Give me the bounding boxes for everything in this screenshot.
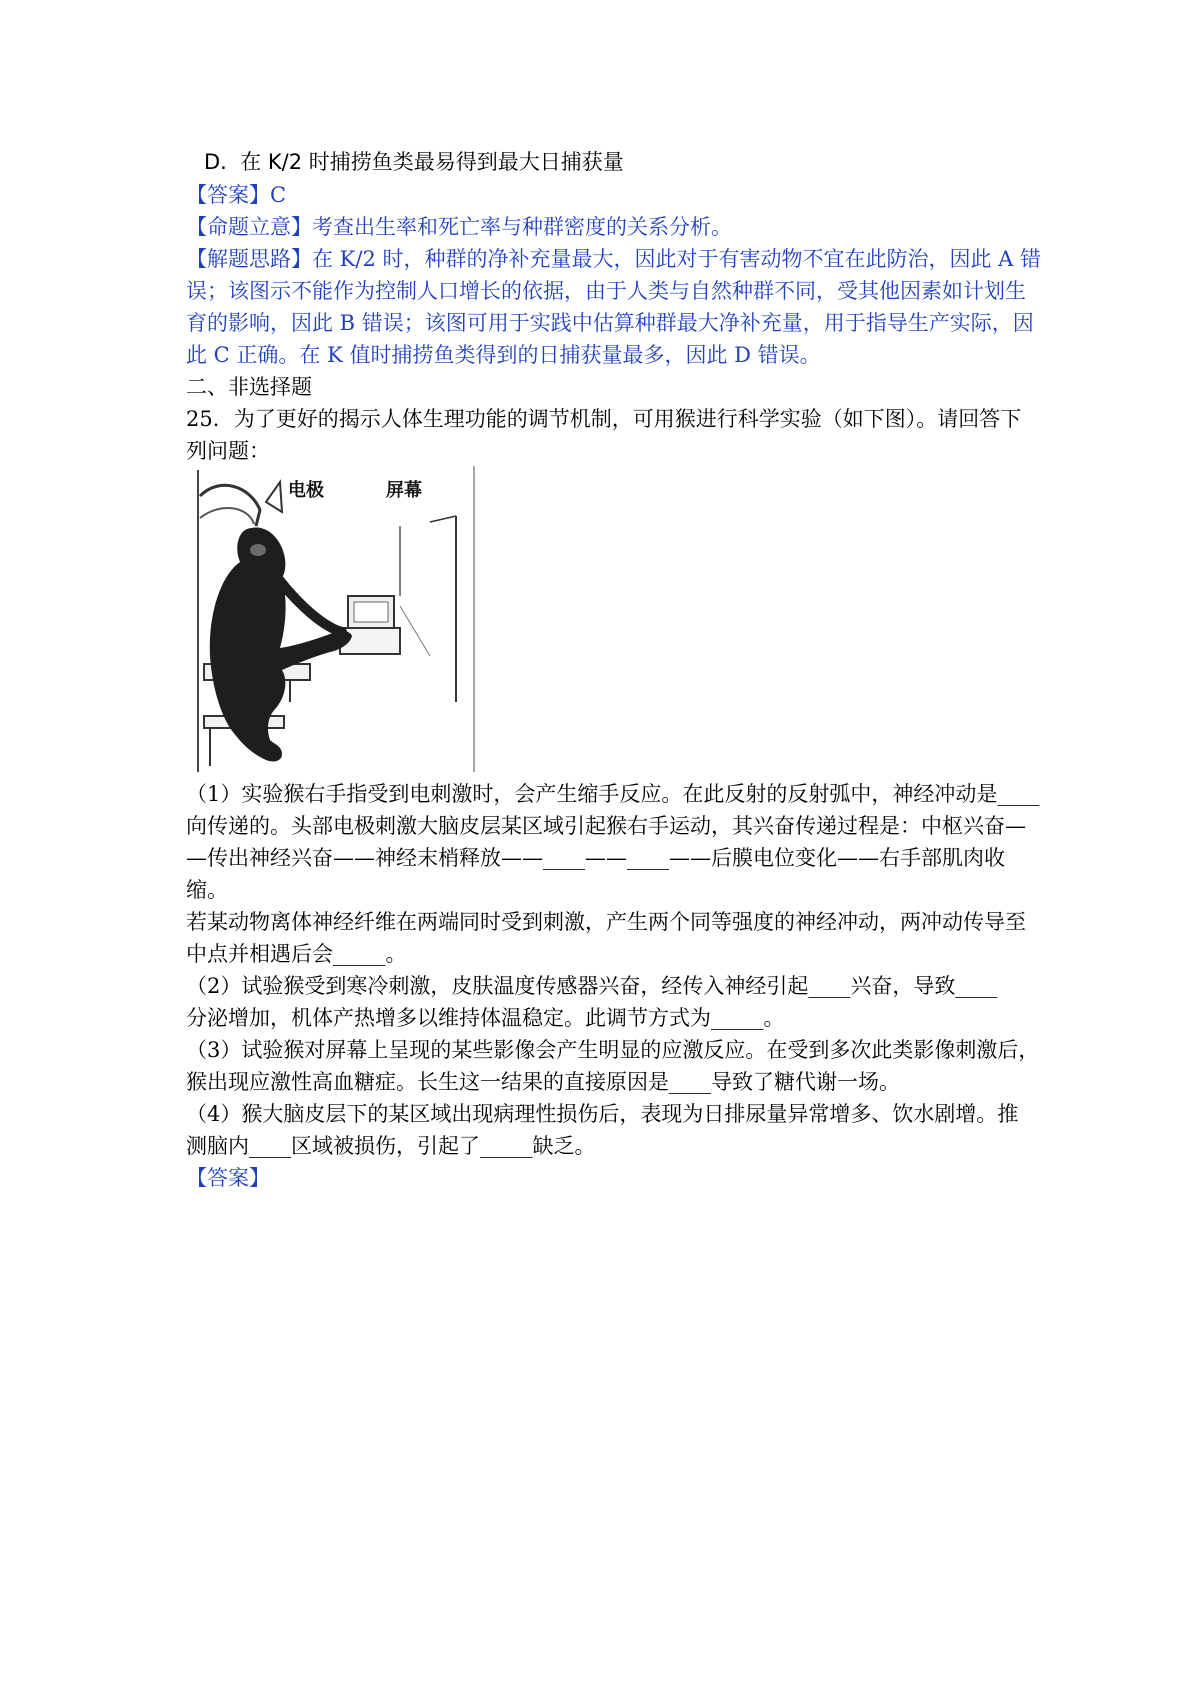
label-electrode: 电极 — [288, 480, 324, 501]
purpose-tag: 【命题立意】 — [186, 215, 312, 239]
solution-line-3: 育的影响，因此 B 错误；该图可用于实践中估算种群最大净补充量，用于指导生产实际，因 — [186, 311, 1034, 335]
body-line-12: 测脑内____区域被损伤，引起了_____缺乏。 — [186, 1134, 596, 1158]
monkey-experiment-figure — [190, 466, 480, 774]
option-d-prefix: D. — [204, 150, 227, 174]
body-line-8: 分泌增加，机体产热增多以维持体温稳定。此调节方式为_____。 — [186, 1006, 785, 1030]
answer-value: C — [270, 183, 287, 207]
solution-line-1 — [186, 244, 1041, 274]
body-line-10: 猴出现应激性高血糖症。长生这一结果的直接原因是____导致了糖代谢一场。 — [186, 1070, 900, 1094]
body-line-5: 若某动物离体神经纤维在两端同时受到刺激，产生两个同等强度的神经冲动，两冲动传导至 — [186, 910, 1026, 934]
purpose-text: 考查出生率和死亡率与种群密度的关系分析。 — [312, 215, 732, 239]
body-line-11: （4）猴大脑皮层下的某区域出现病理性损伤后，表现为日排尿量异常增多、饮水剧增。推 — [186, 1102, 1019, 1126]
body-line-6: 中点并相遇后会_____。 — [186, 942, 407, 966]
purpose-line — [186, 212, 1036, 242]
option-d — [204, 147, 1054, 177]
solution-line-4: 此 C 正确。在 K 值时捕捞鱼类得到的日捕获量最多，因此 D 错误。 — [186, 343, 821, 367]
solution-text-1: 在 K/2 时，种群的净补充量最大，因此对于有害动物不宜在此防治，因此 A 错 — [312, 247, 1041, 271]
answer-line — [186, 180, 1036, 210]
option-d-text: 在 K/2 时捕捞鱼类最易得到最大日捕获量 — [240, 150, 624, 174]
solution-line-2: 误；该图示不能作为控制人口增长的依据，由于人类与自然种群不同，受其他因素如计划生 — [186, 279, 1026, 303]
body-line-1: （1）实验猴右手指受到电刺激时，会产生缩手反应。在此反射的反射弧中，神经冲动是____ — [186, 782, 1040, 806]
body-line-3: —传出神经兴奋——神经末梢释放——____——____——后膜电位变化——右手部肌肉收 — [186, 846, 1005, 870]
label-screen: 屏幕 — [386, 480, 422, 501]
section-title: 二、非选择题 — [186, 375, 312, 399]
question-stem-1: 25．为了更好的揭示人体生理功能的调节机制，可用猴进行科学实验（如下图）。请回答下 — [186, 407, 1022, 431]
solution-tag: 【解题思路】 — [186, 247, 312, 271]
body-line-2: 向传递的。头部电极刺激大脑皮层某区域引起猴右手运动，其兴奋传递过程是：中枢兴奋— — [186, 814, 1026, 838]
body-line-9: （3）试验猴对屏幕上呈现的某些影像会产生明显的应激反应。在受到多次此类影像刺激后， — [186, 1038, 1040, 1062]
body-line-4: 缩。 — [186, 878, 228, 902]
question-answer-tag: 【答案】 — [186, 1166, 270, 1190]
body-line-7: （2）试验猴受到寒冷刺激，皮肤温度传感器兴奋，经传入神经引起____兴奋，导致____ — [186, 974, 998, 998]
answer-tag: 【答案】 — [186, 183, 270, 207]
question-stem-2: 列问题： — [186, 439, 270, 463]
